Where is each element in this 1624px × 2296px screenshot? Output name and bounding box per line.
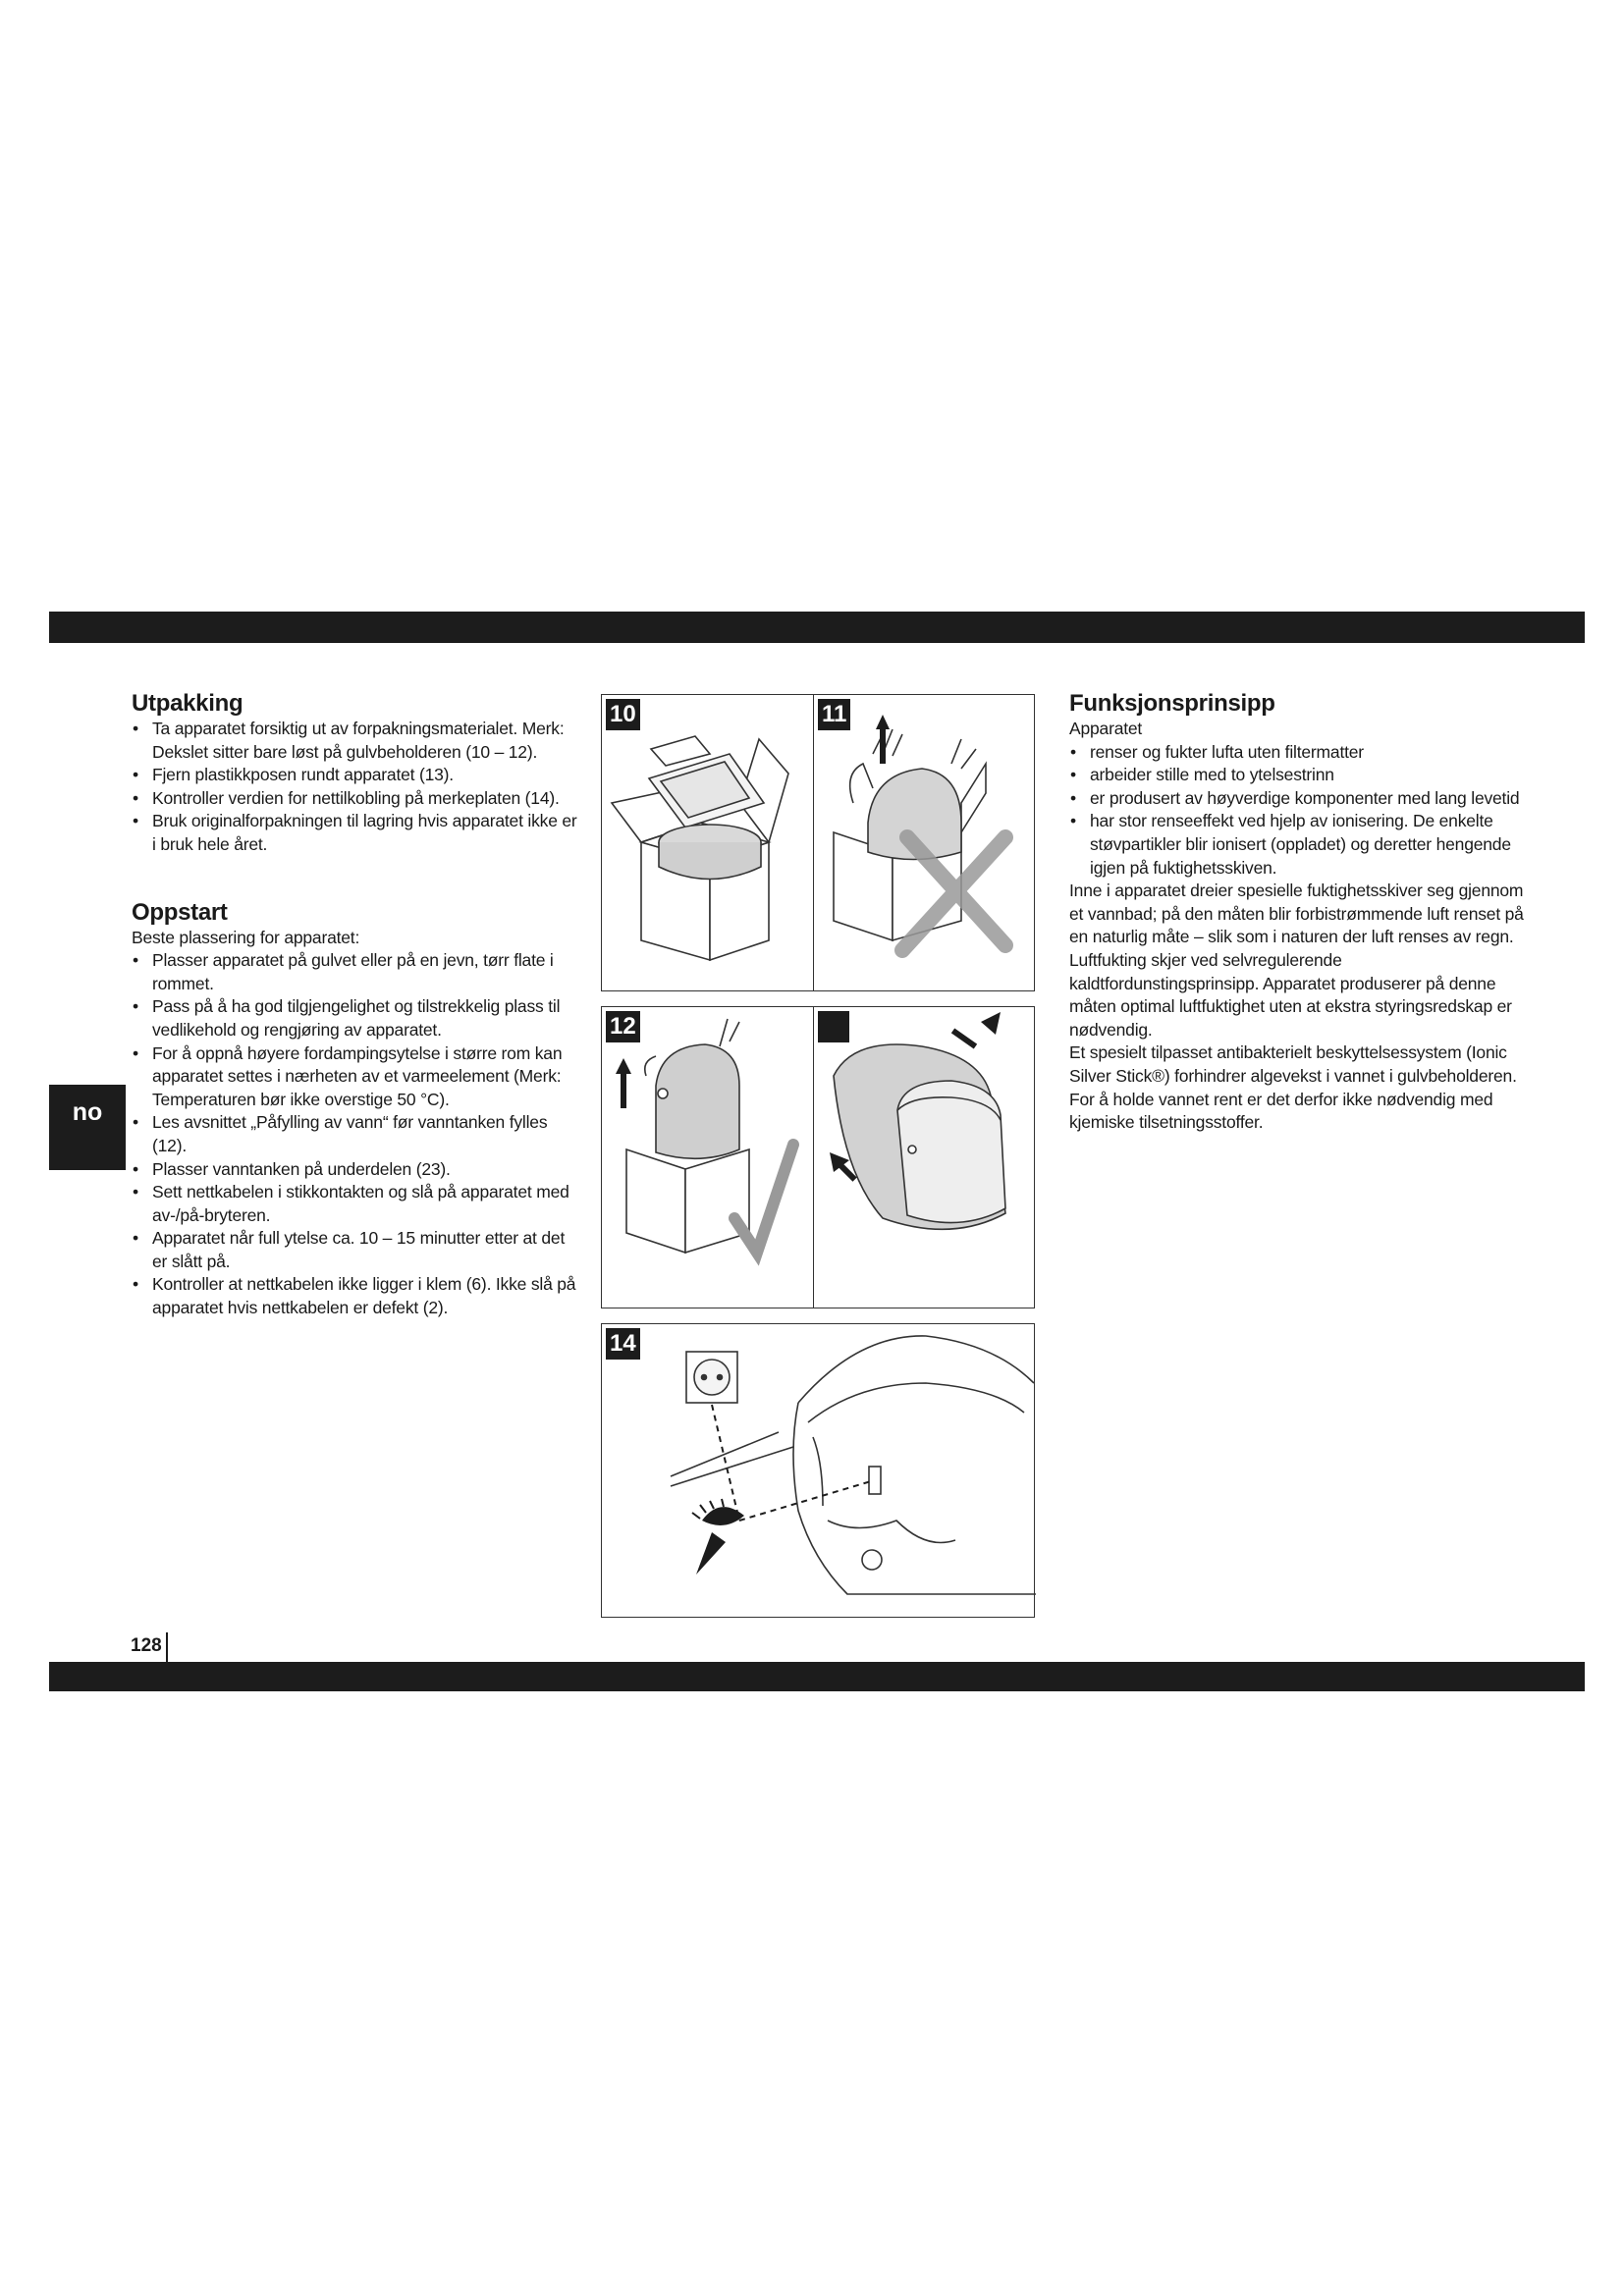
list-item: • renser og fukter lufta uten filtermatter <box>1069 741 1531 765</box>
section-startup <box>132 899 578 1320</box>
list-item: • har stor renseeffekt ved hjelp av ionisering. De enkelte støvpartikler blir ionisert (oppladet) og deretter hengende igjen på fuktighetsskiven. <box>1069 810 1531 880</box>
figure-12 <box>601 1006 815 1308</box>
right-column <box>1069 690 1531 1135</box>
figure-11 <box>813 694 1035 991</box>
section-principle <box>1069 690 1531 1135</box>
list-item: • Les avsnittet „Påfylling av vann“ før vanntanken fylles (12). <box>132 1111 578 1157</box>
figure-12-illustration <box>602 1007 816 1309</box>
language-tab-label: no <box>72 1098 103 1126</box>
list-item: • For å oppnå høyere fordampingsytelse i større rom kan apparatet settes i nærheten av et varmeelement (Merk: Temperaturen bør ikke overstige 50 °C). <box>132 1042 578 1112</box>
list-item: • Apparatet når full ytelse ca. 10 – 15 minutter etter at det er slått på. <box>132 1227 578 1273</box>
list-item: • Plasser vanntanken på underdelen (23). <box>132 1158 578 1182</box>
figure-11-label: 11 <box>818 699 850 730</box>
list-item: • Bruk originalforpakningen til lagring hvis apparatet ikke er i bruk hele året. <box>132 810 578 856</box>
figure-11-illustration <box>814 695 1036 992</box>
figure-10-illustration <box>602 695 816 992</box>
list-item: • Ta apparatet forsiktig ut av forpakningsmaterialet. Merk: Dekslet sitter bare løst på gulvbeholderen (10 – 12). <box>132 718 578 764</box>
startup-intro: Beste plassering for apparatet: <box>132 927 360 947</box>
startup-list <box>132 949 578 1320</box>
principle-paragraph-1: Inne i apparatet dreier spesielle fuktighetsskiver seg gjennom et vannbad; på den måten blir forbistrømmende luft renset på en naturlig måte – slik som i naturen der luft renses av regn. Luftfukting skjer ved selvregulerende kaldtfordunstingsprinsipp. Apparatet produserer på denne måten optimal luftfuktighet uten at ekstra styringsredskap er nødvendig. <box>1069 881 1524 1040</box>
heading-unpacking: Utpakking <box>132 690 244 717</box>
list-item: • Sett nettkabelen i stikkontakten og slå på apparatet med av-/på-bryteren. <box>132 1181 578 1227</box>
figure-13 <box>813 1006 1035 1308</box>
heading-startup: Oppstart <box>132 898 228 926</box>
list-item: • Kontroller at nettkabelen ikke ligger i klem (6). Ikke slå på apparatet hvis nettkabelen er defekt (2). <box>132 1273 578 1319</box>
list-item: • arbeider stille med to ytelsestrinn <box>1069 764 1531 787</box>
figure-14 <box>601 1323 1035 1618</box>
list-item: • Kontroller verdien for nettilkobling på merkeplaten (14). <box>132 787 578 811</box>
list-item: • er produsert av høyverdige komponenter med lang levetid <box>1069 787 1531 811</box>
figure-13-illustration <box>814 1007 1036 1309</box>
language-tab <box>49 1085 126 1170</box>
principle-intro: Apparatet <box>1069 719 1143 738</box>
figure-10-label: 10 <box>606 699 640 730</box>
figure-13-label <box>818 1011 849 1042</box>
list-item: • Plasser apparatet på gulvet eller på en jevn, tørr flate i rommet. <box>132 949 578 995</box>
principle-paragraph-2: Et spesielt tilpasset antibakterielt beskyttelsessystem (Ionic Silver Stick®) forhindrer algevekst i vannet i gulvbeholderen. For å holde vannet rent er det derfor ikke nødvendig med kjemiske tilsetningsstoffer. <box>1069 1042 1517 1133</box>
unpacking-list <box>132 718 578 857</box>
header-bar <box>49 612 1585 643</box>
figure-12-label: 12 <box>606 1011 640 1042</box>
principle-list <box>1069 741 1531 881</box>
figure-14-illustration <box>602 1324 1036 1619</box>
list-item: • Pass på å ha god tilgjengelighet og tilstrekkelig plass til vedlikehold og rengjøring av apparatet. <box>132 995 578 1041</box>
list-item: • Fjern plastikkposen rundt apparatet (13). <box>132 764 578 787</box>
figure-14-label: 14 <box>606 1328 640 1360</box>
figure-10 <box>601 694 815 991</box>
footer-bar <box>49 1662 1585 1691</box>
section-unpacking <box>132 690 578 857</box>
left-column <box>132 690 578 1320</box>
heading-principle: Funksjonsprinsipp <box>1069 690 1275 717</box>
page-number: 128 <box>131 1632 168 1662</box>
